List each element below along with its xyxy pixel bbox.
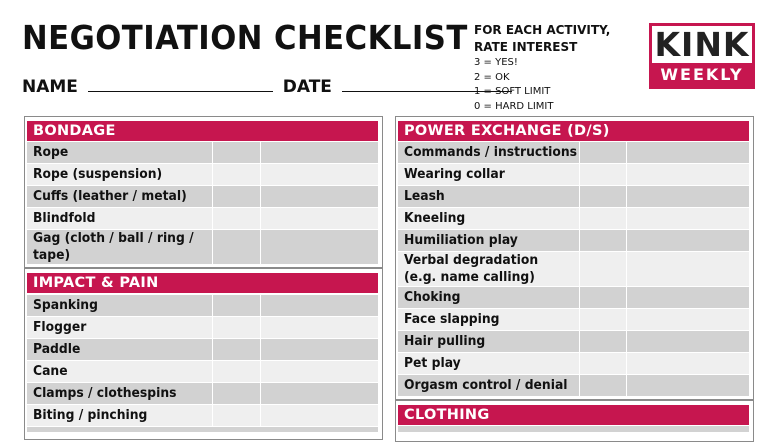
rating-cell[interactable] — [626, 208, 627, 229]
rating-cell[interactable] — [212, 230, 213, 264]
table-row — [27, 339, 378, 360]
name-date-line — [22, 77, 512, 97]
activity-label: Face slapping — [404, 312, 500, 327]
rating-cell[interactable] — [579, 309, 580, 330]
table-row — [398, 186, 749, 207]
rating-cell[interactable] — [579, 252, 580, 286]
activity-label: Kneeling — [404, 211, 466, 226]
rating-cell[interactable] — [212, 405, 213, 426]
activity-label: Rope (suspension) — [33, 167, 163, 182]
activity-label-continued: (e.g. name calling) — [404, 270, 535, 285]
activity-label: Paddle — [33, 342, 81, 357]
rating-cell[interactable] — [212, 142, 213, 163]
rating-cell[interactable] — [626, 252, 627, 286]
rating-cell[interactable] — [260, 164, 261, 185]
rating-scale-2: 2 = OK — [474, 71, 510, 83]
section-title-bondage: BONDAGE — [27, 121, 378, 141]
rating-cell[interactable] — [260, 361, 261, 382]
rating-cell[interactable] — [260, 295, 261, 316]
rating-cell[interactable] — [579, 287, 580, 308]
activity-label: Wearing collar — [404, 167, 505, 182]
table-row — [398, 375, 749, 396]
rating-cell[interactable] — [626, 353, 627, 374]
rating-scale-1: 1 = SOFT LIMIT — [474, 86, 551, 97]
rating-cell[interactable] — [212, 295, 213, 316]
activity-label: Gag (cloth / ball / ring / — [33, 231, 194, 246]
rating-cell[interactable] — [626, 142, 627, 163]
name-label: NAME — [22, 77, 78, 97]
rating-cell[interactable] — [626, 287, 627, 308]
table-row — [27, 208, 378, 229]
logo-weekly-text: WEEKLY — [660, 65, 744, 84]
activity-label: Blindfold — [33, 211, 96, 226]
activity-label: Leash — [404, 189, 445, 204]
rating-cell[interactable] — [626, 186, 627, 207]
table-row — [27, 186, 378, 207]
table-row — [27, 142, 378, 163]
rating-cell[interactable] — [260, 383, 261, 404]
table-row — [27, 164, 378, 185]
table-row — [27, 361, 378, 382]
rating-cell[interactable] — [626, 375, 627, 396]
table-row — [398, 287, 749, 308]
rating-cell[interactable] — [626, 309, 627, 330]
rating-cell[interactable] — [626, 230, 627, 251]
activity-label: Clamps / clothespins — [33, 386, 177, 401]
rating-cell[interactable] — [260, 230, 261, 264]
section-title-impact: IMPACT & PAIN — [27, 273, 378, 293]
activity-label: Choking — [404, 290, 461, 305]
date-label: DATE — [282, 77, 332, 97]
activity-label: Biting / pinching — [33, 408, 148, 423]
rating-cell[interactable] — [260, 186, 261, 207]
logo-kink-text: KINK — [652, 26, 752, 63]
activity-label: Cane — [33, 364, 68, 379]
rating-cell[interactable] — [579, 164, 580, 185]
rating-cell[interactable] — [260, 405, 261, 426]
rating-cell[interactable] — [260, 339, 261, 360]
activity-label: Flogger — [33, 320, 87, 335]
table-row — [398, 309, 749, 330]
rating-cell[interactable] — [260, 142, 261, 163]
table-row — [27, 427, 378, 432]
rating-cell[interactable] — [212, 383, 213, 404]
activity-label: Commands / instructions — [404, 145, 577, 160]
rating-cell[interactable] — [212, 339, 213, 360]
table-row — [398, 426, 749, 432]
table-row — [27, 383, 378, 404]
table-row — [27, 405, 378, 426]
table-row — [398, 208, 749, 229]
rating-cell[interactable] — [579, 186, 580, 207]
page-title: NEGOTIATION CHECKLIST — [22, 18, 468, 57]
activity-label: Hair pulling — [404, 334, 486, 349]
rating-legend — [474, 22, 610, 114]
table-row — [398, 252, 749, 286]
rating-cell[interactable] — [579, 142, 580, 163]
table-row — [27, 230, 378, 264]
rating-cell[interactable] — [260, 208, 261, 229]
table-row — [27, 317, 378, 338]
rating-scale-3: 3 = YES! — [474, 57, 518, 68]
rating-cell[interactable] — [626, 331, 627, 352]
rating-heading-2: RATE INTEREST — [474, 40, 578, 54]
activity-label: Humiliation play — [404, 233, 518, 248]
rating-cell[interactable] — [212, 208, 213, 229]
rating-cell[interactable] — [579, 208, 580, 229]
rating-cell[interactable] — [212, 186, 213, 207]
table-row — [398, 142, 749, 163]
table-row — [398, 230, 749, 251]
table-row — [27, 295, 378, 316]
table-row — [398, 353, 749, 374]
name-field[interactable] — [88, 77, 273, 92]
rating-scale-0: 0 = HARD LIMIT — [474, 100, 554, 112]
rating-cell[interactable] — [579, 230, 580, 251]
section-title-clothing: CLOTHING — [398, 405, 749, 425]
rating-cell[interactable] — [579, 375, 580, 396]
table-row — [398, 331, 749, 352]
activity-label: Pet play — [404, 356, 461, 371]
rating-cell[interactable] — [626, 164, 627, 185]
activity-label: Verbal degradation — [404, 253, 539, 268]
rating-cell[interactable] — [212, 361, 213, 382]
rating-cell[interactable] — [579, 353, 580, 374]
rating-cell[interactable] — [260, 317, 261, 338]
activity-label: Rope — [33, 145, 69, 160]
table-row — [398, 164, 749, 185]
activity-label-continued: tape) — [33, 248, 71, 263]
kink-weekly-logo — [649, 23, 755, 89]
activity-label: Spanking — [33, 298, 98, 313]
rating-cell[interactable] — [212, 164, 213, 185]
activity-label: Orgasm control / denial — [404, 378, 568, 393]
activity-label: Cuffs (leather / metal) — [33, 189, 187, 204]
section-title-power-exchange: POWER EXCHANGE (D/S) — [398, 121, 749, 141]
rating-cell[interactable] — [212, 317, 213, 338]
rating-heading-1: FOR EACH ACTIVITY, — [474, 23, 611, 37]
rating-cell[interactable] — [579, 331, 580, 352]
